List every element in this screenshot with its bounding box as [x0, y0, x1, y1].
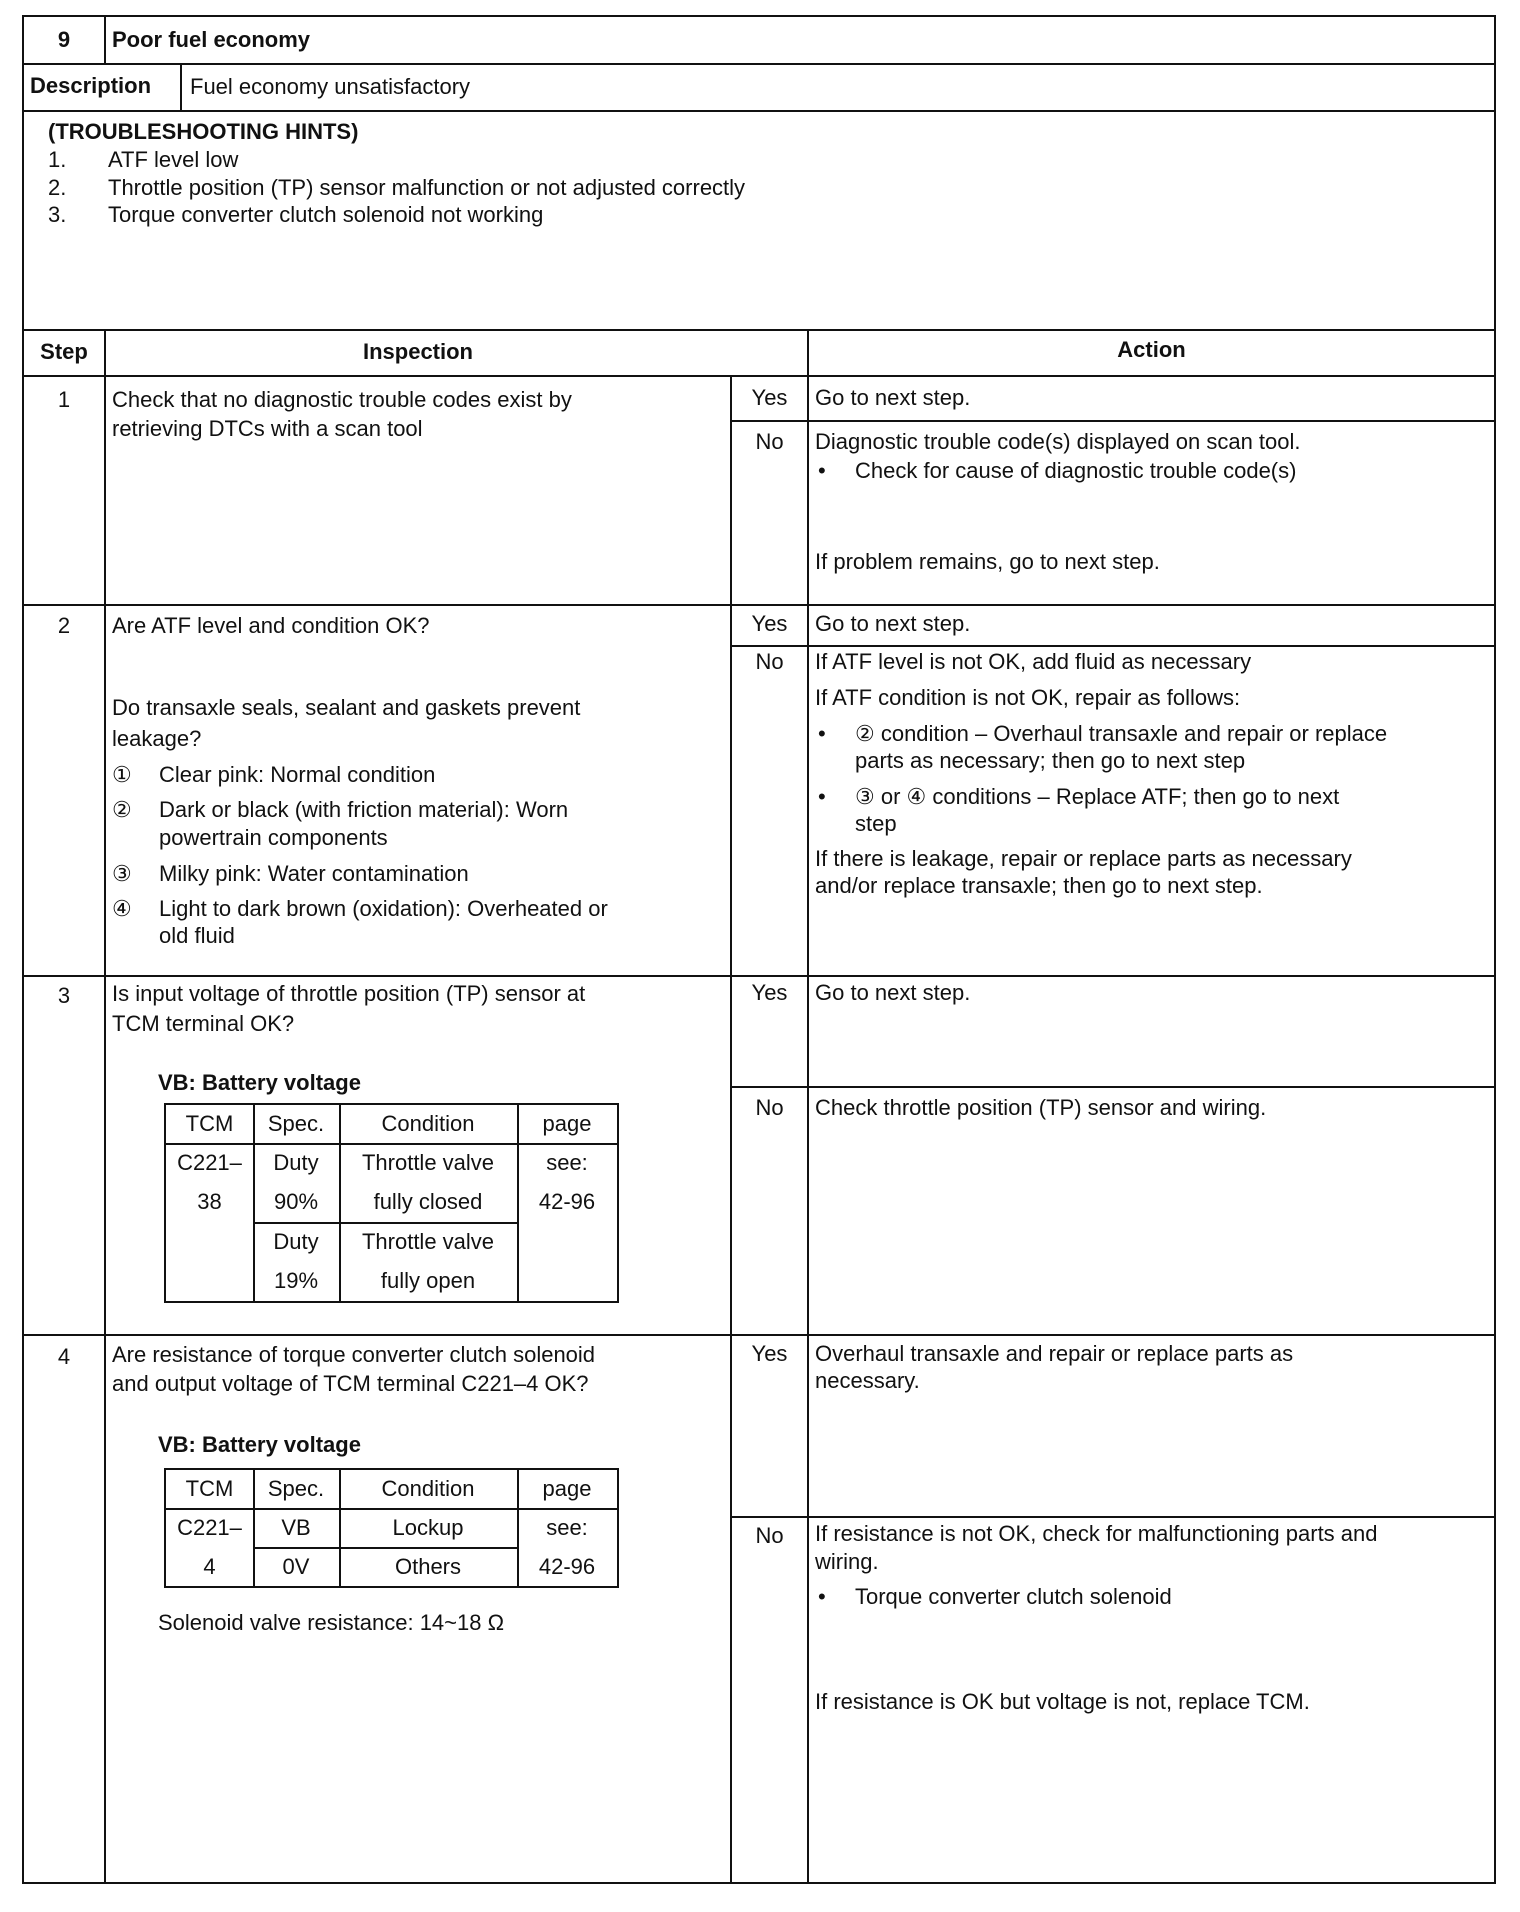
condition-text: powertrain components [159, 825, 388, 850]
border [730, 375, 732, 1884]
column-action: Action [1117, 337, 1186, 362]
bullet: • [818, 784, 826, 809]
bullet: • [818, 458, 826, 483]
border [22, 375, 1496, 377]
border [180, 63, 182, 110]
condition-text: Milky pink: Water contamination [159, 861, 469, 886]
condition-value: Lockup [392, 1515, 464, 1540]
resistance-spec: Solenoid valve resistance: 14~18 Ω [158, 1610, 505, 1635]
border [22, 1882, 1496, 1884]
step-number: 1 [57, 387, 71, 412]
action-yes: Overhaul transaxle and repair or replace parts as [815, 1341, 1294, 1366]
spec-table [164, 1468, 619, 1588]
no-label: No [755, 429, 784, 454]
description-label: Description [30, 73, 152, 98]
tcm-terminal: 4 [203, 1554, 216, 1579]
condition-mark: ② [112, 797, 132, 822]
inspection-text: Check that no diagnostic trouble codes exist by [112, 387, 572, 412]
action-no: Torque converter clutch solenoid [855, 1584, 1172, 1609]
border [730, 1086, 1496, 1088]
table-header: Condition [381, 1476, 475, 1501]
page-ref: see: [546, 1515, 588, 1540]
border [730, 645, 1496, 647]
table-header: page [542, 1476, 592, 1501]
condition-text: Clear pink: Normal condition [159, 762, 436, 787]
no-label: No [755, 1523, 784, 1548]
vb-note: VB: Battery voltage [158, 1432, 361, 1457]
spec-value: Duty [273, 1229, 319, 1254]
table-header: Condition [381, 1111, 475, 1136]
spec-value: 19% [273, 1268, 319, 1293]
inspection-text: and output voltage of TCM terminal C221–4 OK? [112, 1371, 589, 1396]
inspection-text: Is input voltage of throttle position (TP) sensor at [112, 981, 586, 1006]
hint-number: 3. [48, 202, 67, 227]
symptom-number: 9 [57, 27, 71, 52]
action-yes: Go to next step. [815, 611, 971, 636]
hints-title: (TROUBLESHOOTING HINTS) [48, 119, 359, 144]
condition-text: Dark or black (with friction material): Worn [159, 797, 569, 822]
border [104, 15, 106, 63]
action-no: Check for cause of diagnostic trouble code(s) [855, 458, 1297, 483]
step-number: 3 [57, 983, 71, 1008]
border [730, 1516, 1496, 1518]
inspection-text: Do transaxle seals, sealant and gaskets prevent [112, 695, 581, 720]
action-no: If ATF level is not OK, add fluid as necessary [815, 649, 1252, 674]
border [22, 15, 1496, 17]
inspection-text: leakage? [112, 726, 202, 751]
table-header: Spec. [267, 1111, 325, 1136]
action-no: If problem remains, go to next step. [815, 549, 1160, 574]
action-no: If resistance is not OK, check for malfunctioning parts and [815, 1521, 1378, 1546]
table-header: TCM [185, 1476, 234, 1501]
border [22, 63, 1496, 65]
border [104, 329, 106, 1884]
inspection-text: Are ATF level and condition OK? [112, 613, 430, 638]
column-step: Step [40, 339, 88, 364]
action-no: step [855, 811, 897, 836]
border [22, 329, 1496, 331]
condition-value: Throttle valve [361, 1150, 495, 1175]
border [22, 110, 1496, 112]
action-yes: Go to next step. [815, 385, 971, 410]
step-number: 2 [57, 613, 71, 638]
table-header: TCM [185, 1111, 234, 1136]
description-text: Fuel economy unsatisfactory [190, 74, 471, 99]
tcm-terminal: C221– [177, 1150, 242, 1175]
spec-table [164, 1103, 619, 1303]
inspection-text: Are resistance of torque converter clutch solenoid [112, 1342, 596, 1367]
bullet: • [818, 721, 826, 746]
border [22, 604, 1496, 606]
spec-value: 0V [282, 1554, 310, 1579]
action-no: If ATF condition is not OK, repair as follows: [815, 685, 1241, 710]
condition-mark: ① [112, 762, 132, 787]
inspection-text: TCM terminal OK? [112, 1011, 295, 1036]
condition-text: Light to dark brown (oxidation): Overheated or [159, 896, 608, 921]
hint-number: 2. [48, 175, 67, 200]
yes-label: Yes [751, 1341, 788, 1366]
condition-mark: ④ [112, 896, 132, 921]
border [1494, 15, 1496, 1884]
action-yes: Go to next step. [815, 980, 971, 1005]
column-inspection: Inspection [362, 339, 473, 364]
spec-value: 90% [273, 1189, 319, 1214]
spec-value: Duty [273, 1150, 319, 1175]
page-ref: 42-96 [538, 1554, 596, 1579]
yes-label: Yes [751, 980, 788, 1005]
yes-label: Yes [751, 611, 788, 636]
border [22, 1334, 1496, 1336]
action-no: ② condition – Overhaul transaxle and repair or replace [855, 721, 1388, 746]
action-no: If there is leakage, repair or replace parts as necessary [815, 846, 1352, 871]
no-label: No [755, 1095, 784, 1120]
border [730, 420, 1496, 422]
hint-number: 1. [48, 147, 67, 172]
action-no: Check throttle position (TP) sensor and wiring. [815, 1095, 1267, 1120]
symptom-title: Poor fuel economy [112, 27, 311, 52]
action-no: and/or replace transaxle; then go to next step. [815, 873, 1263, 898]
page-ref: 42-96 [538, 1189, 596, 1214]
tcm-terminal: C221– [177, 1515, 242, 1540]
hint-text: Throttle position (TP) sensor malfunction or not adjusted correctly [108, 175, 746, 200]
action-no: parts as necessary; then go to next step [855, 748, 1246, 773]
table-header: page [542, 1111, 592, 1136]
table-header: Spec. [267, 1476, 325, 1501]
condition-value: Others [394, 1554, 462, 1579]
condition-value: Throttle valve [361, 1229, 495, 1254]
action-yes: necessary. [815, 1368, 920, 1393]
hint-text: ATF level low [108, 147, 239, 172]
yes-label: Yes [751, 385, 788, 410]
border [807, 329, 809, 1884]
border [22, 15, 24, 1884]
action-no: wiring. [815, 1549, 879, 1574]
step-number: 4 [57, 1344, 71, 1369]
page-ref: see: [546, 1150, 588, 1175]
bullet: • [818, 1584, 826, 1609]
hint-text: Torque converter clutch solenoid not working [108, 202, 544, 227]
spec-value: VB [281, 1515, 311, 1540]
condition-value: fully open [380, 1268, 476, 1293]
condition-text: old fluid [159, 923, 235, 948]
action-no: Diagnostic trouble code(s) displayed on scan tool. [815, 429, 1301, 454]
action-no: If resistance is OK but voltage is not, replace TCM. [815, 1689, 1310, 1714]
condition-value: fully closed [373, 1189, 483, 1214]
action-no: ③ or ④ conditions – Replace ATF; then go to next [855, 784, 1340, 809]
border [22, 975, 1496, 977]
condition-mark: ③ [112, 861, 132, 886]
no-label: No [755, 649, 784, 674]
tcm-terminal: 38 [197, 1189, 222, 1214]
inspection-text: retrieving DTCs with a scan tool [112, 416, 423, 441]
vb-note: VB: Battery voltage [158, 1070, 361, 1095]
